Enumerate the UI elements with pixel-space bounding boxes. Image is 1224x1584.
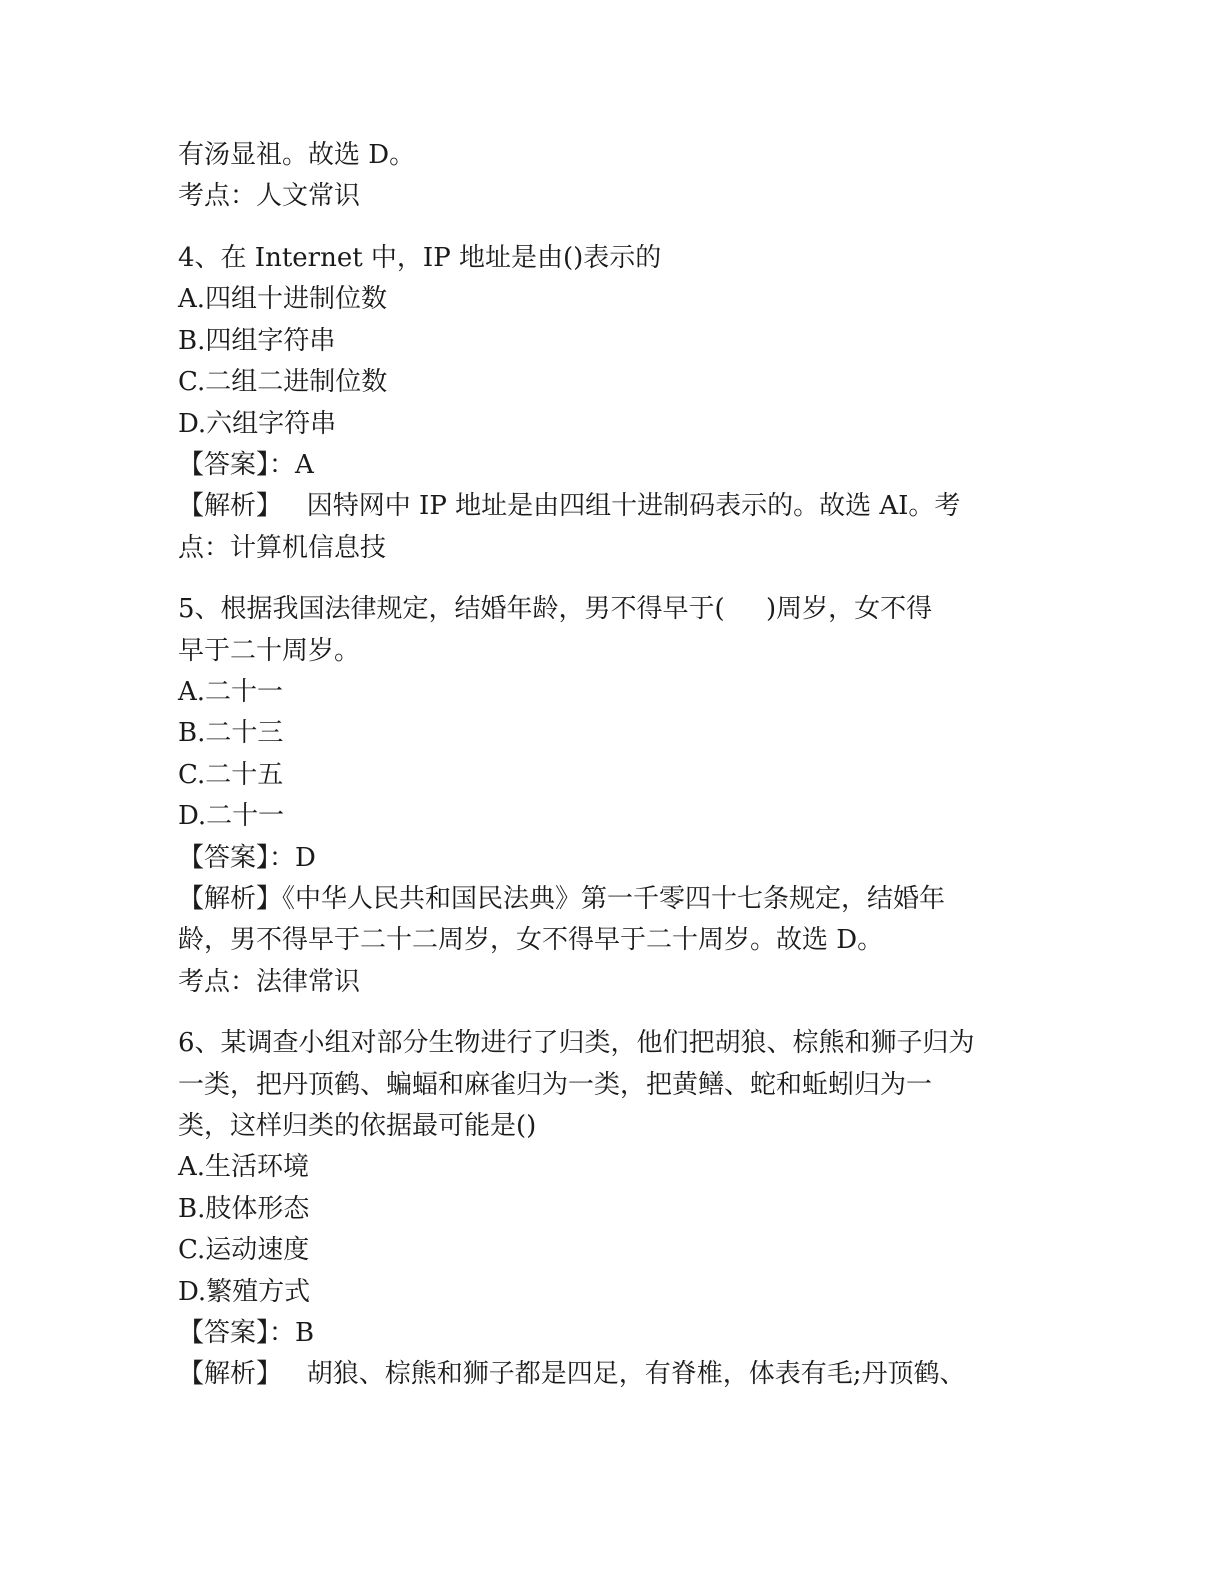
q4-option-c: C.二组二进制位数 [178, 367, 388, 397]
q6-stem-line-1: 6、某调查小组对部分生物进行了归类，他们把胡狼、棕熊和狮子归为 [178, 1028, 975, 1058]
prev-kaodian: 考点：人文常识 [178, 181, 361, 211]
q6-explanation-line-1: 【解析】 胡狼、棕熊和狮子都是四足，有脊椎，体表有毛;丹顶鹤、 [178, 1359, 966, 1389]
q4-explanation-line-2: 点：计算机信息技 [178, 533, 387, 563]
q6-stem-line-3: 类，这样归类的依据最可能是() [178, 1111, 537, 1141]
q4-option-d: D.六组字符串 [178, 409, 337, 439]
q5-stem-line-1: 5、根据我国法律规定，结婚年龄，男不得早于( )周岁，女不得 [178, 594, 933, 624]
q4-explanation-line-1: 【解析】 因特网中 IP 地址是由四组十进制码表示的。故选 AI。考 [178, 491, 961, 521]
q4-option-b: B.四组字符串 [178, 326, 336, 356]
q5-answer: 【答案】：D [178, 843, 316, 873]
prev-explanation-tail: 有汤显祖。故选 D。 [178, 140, 416, 170]
q6-answer: 【答案】：B [178, 1318, 315, 1348]
q4-option-a: A.四组十进制位数 [178, 284, 388, 314]
q6-option-a: A.生活环境 [178, 1152, 310, 1182]
q5-stem-line-2: 早于二十周岁。 [178, 636, 361, 666]
q5-explanation-line-1: 【解析】《中华人民共和国民法典》第一千零四十七条规定，结婚年 [178, 884, 946, 914]
q5-option-c: C.二十五 [178, 760, 284, 790]
q5-option-a: A.二十一 [178, 677, 284, 707]
q6-option-b: B.肢体形态 [178, 1194, 310, 1224]
q6-stem-line-2: 一类，把丹顶鹤、蝙蝠和麻雀归为一类，把黄鳝、蛇和蚯蚓归为一 [178, 1070, 933, 1100]
q6-option-c: C.运动速度 [178, 1235, 310, 1265]
q5-option-b: B.二十三 [178, 718, 284, 748]
q4-answer: 【答案】：A [178, 450, 314, 480]
q6-option-d: D.繁殖方式 [178, 1277, 311, 1307]
q5-kaodian: 考点：法律常识 [178, 967, 361, 997]
q5-option-d: D.二十一 [178, 801, 285, 831]
q4-stem: 4、在 Internet 中，IP 地址是由()表示的 [178, 243, 662, 273]
q5-explanation-line-2: 龄，男不得早于二十二周岁，女不得早于二十周岁。故选 D。 [178, 925, 884, 955]
